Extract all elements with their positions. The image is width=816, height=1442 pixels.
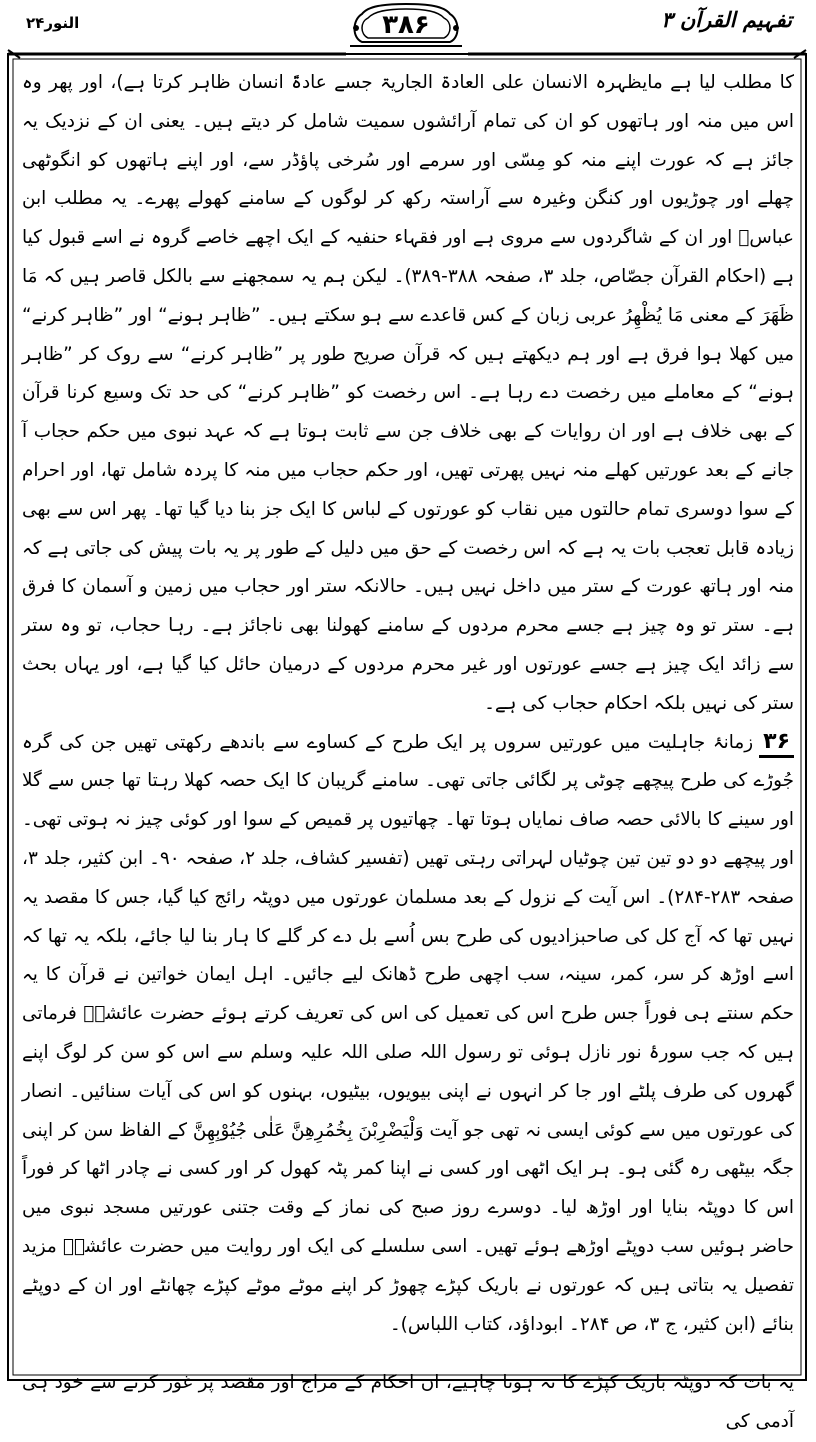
note-36-text: زمانۂ جاہلیت میں عورتیں سروں پر ایک طرح کے کساوے سے باندھے رکھتی تھیں جن کی گرہ جُوڑے کی طرح پیچھے چوٹی پر لگائی جاتی تھی۔ سامنے گریبان کا ایک حصہ کھلا رہتا تھا جس سے گلا اور سینے کا بالائی حصہ صاف نمایاں ہوتا تھا۔ چھاتیوں پر قمیص کے سوا اور کوئی چیز نہ ہوتی تھی۔ اور پیچھے دو دو تین تین چوٹیاں لہراتی رہتی تھیں (تفسیر کشاف، جلد ۲، صفحہ ۹۰۔ ابن کثیر، جلد ۳، صفحہ ۲۸۳-۲۸۴)۔ اس آیت کے نزول کے بعد مسلمان عورتوں میں دوپٹہ رائج کیا گیا، جس کا مقصد یہ نہیں تھا کہ آج کل کی صاحبزادیوں کی طرح بس اُسے بل دے کر گلے کا ہار بنا لیا جائے، بلکہ یہ تھا کہ اسے اوڑھ کر سر، کمر، سینہ، سب اچھی طرح ڈھانک لیے جائیں۔ اہل ایمان خواتین نے قرآن کا یہ حکم سنتے ہی فوراً جس طرح اس کی تعمیل کی اس کی تعریف کرتے ہوئے حضرت عائشہؓ فرماتی ہیں کہ جب سورۂ نور نازل ہوئی تو رسول اللہ صلی اللہ علیہ وسلم سے اس کو سن کر لوگ اپنے گھروں کی طرف پلٹے اور جا کر انہوں نے اپنی بیویوں، بیٹیوں، بہنوں کو اس کی آیات سنائیں۔ انصار کی عورتوں میں سے کوئی ایسی نہ تھی جو آیت وَلْیَضْرِبْنَ بِخُمُرِھِنَّ عَلٰی جُیُوْبِھِنَّ کے الفاظ سن کر اپنی جگہ بیٹھی رہ گئی ہو۔ ہر ایک اٹھی اور کسی نے اپنا کمر پٹہ کھول کر اور کسی نے چادر اٹھا کر فوراً اس کا دوپٹہ بنایا اور اوڑھ لیا۔ دوسرے روز صبح کی نماز کے وقت جتنی عورتیں مسجد نبوی میں حاضر ہوئیں سب دوپٹے اوڑھے ہوئے تھیں۔ اسی سلسلے کی ایک اور روایت میں حضرت عائشہؓ مزید تفصیل یہ بتاتی ہیں کہ عورتوں نے باریک کپڑے چھوڑ کر اپنے موٹے موٹے کپڑے چھانٹے اور ان کے دوپٹے بنائے (ابن کثیر، ج ۳، ص ۲۸۴۔ ابوداؤد، کتاب اللباس)۔ bbox=[22, 731, 794, 1335]
paragraph-gap bbox=[22, 1344, 794, 1364]
surah-reference: النور۲۴ bbox=[26, 14, 80, 32]
note-number: ۳۶ bbox=[759, 729, 794, 758]
book-title: تفہیم القرآن ۳ bbox=[661, 8, 792, 32]
closing-line: یہ بات کہ دوپٹہ باریک کپڑے کا نہ ہونا چاہیے، ان احکام کے مزاج اور مقصد پر غور کرنے سے خود ہی آدمی کی bbox=[22, 1372, 794, 1433]
page-number-badge bbox=[348, 2, 464, 48]
commentary-text bbox=[22, 64, 794, 1433]
note-36-paragraph bbox=[22, 724, 794, 1345]
page-number: ۳۸۶ bbox=[382, 10, 430, 40]
note-paragraph: کا مطلب لیا ہے مایظہرہ الانسان علی العادۃ الجاریۃ جسے عادۃً انسان ظاہر کرتا ہے)، اور پھر وہ اس میں منہ اور ہاتھوں کو ان کی تمام آرائشوں سمیت شامل کر دیتے ہیں۔ یعنی ان کے نزدیک یہ جائز ہے کہ عورت اپنے منہ کو مِسّی اور سرمے اور سُرخی پاؤڈر سے، اور اپنے ہاتھوں کو انگوٹھی چھلے اور چوڑیوں اور کنگن وغیرہ سے آراستہ رکھ کر لوگوں کے سامنے کھولے پھرے۔ یہ مطلب ابن عباسؓ اور ان کے شاگردوں سے مروی ہے اور فقہاء حنفیہ کے ایک اچھے خاصے گروہ نے اسے قبول کیا ہے (احکام القرآن جصّاص، جلد ۳، صفحہ ۳۸۸-۳۸۹)۔ لیکن ہم یہ سمجھنے سے بالکل قاصر ہیں کہ مَا ظَھَرَ کے معنی مَا یُظْھِرُ عربی زبان کے کس قاعدے سے ہو سکتے ہیں۔ ”ظاہر ہونے“ اور ”ظاہر کرنے“ میں کھلا ہوا فرق ہے اور ہم دیکھتے ہیں کہ قرآن صریح طور پر ”ظاہر کرنے“ سے روک کر ”ظاہر ہونے“ کے معاملے میں رخصت دے رہا ہے۔ اس رخصت کو ”ظاہر کرنے“ کی حد تک وسیع کرنا قرآن کے بھی خلاف ہے اور ان روایات کے بھی خلاف جن سے ثابت ہوتا ہے کہ عہد نبوی میں حکم حجاب آ جانے کے بعد عورتیں کھلے منہ نہیں پھرتی تھیں، اور حکم حجاب میں منہ کا پردہ شامل تھا، اور احرام کے سوا دوسری تمام حالتوں میں نقاب کو عورتوں کے لباس کا ایک جز بنا دیا گیا تھا۔ پھر اس سے بھی زیادہ قابل تعجب بات یہ ہے کہ اس رخصت کے حق میں دلیل کے طور پر یہ بات پیش کی جاتی ہے کہ منہ اور ہاتھ عورت کے ستر میں داخل نہیں ہیں۔ حالانکہ ستر اور حجاب میں زمین و آسمان کا فرق ہے۔ ستر تو وہ چیز ہے جسے محرم مردوں کے سامنے کھولنا بھی ناجائز ہے۔ رہا حجاب، تو وہ ستر سے زائد ایک چیز ہے جسے عورتوں اور غیر محرم مردوں کے درمیان حائل کیا گیا ہے، اور یہاں بحث ستر کی نہیں بلکہ احکام حجاب کی ہے۔ bbox=[22, 72, 794, 714]
